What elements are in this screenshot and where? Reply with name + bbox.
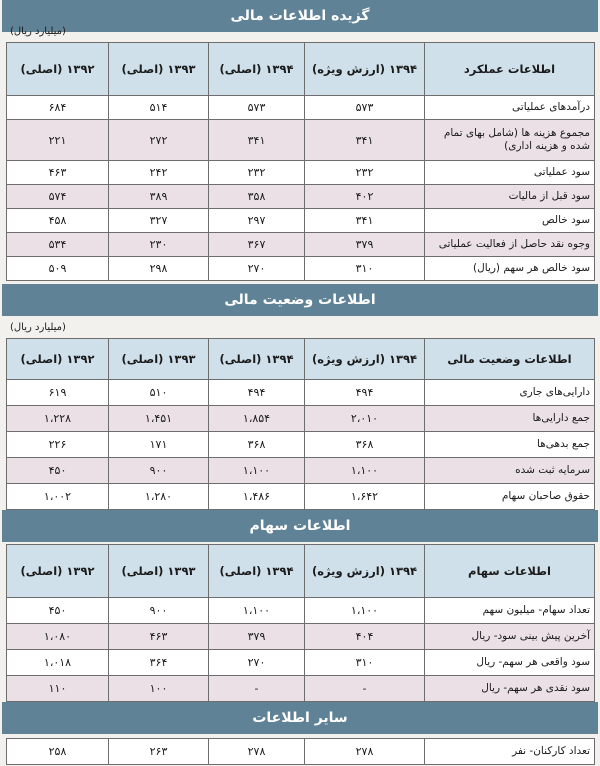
header-cell: ۱۳۹۲ (اصلی) <box>7 545 109 598</box>
header-cell: ۱۳۹۴ (ارزش ویژه) <box>305 339 425 380</box>
unit-label-performance: (میلیارد ریال) <box>10 26 66 37</box>
value-cell: ۹۰۰ <box>109 598 209 624</box>
value-cell: ۳۱۰ <box>305 257 425 281</box>
header-cell: اطلاعات عملکرد <box>425 43 595 96</box>
table-row <box>7 120 595 161</box>
value-cell: ۵۰۹ <box>7 257 109 281</box>
table-row <box>7 406 595 432</box>
value-cell: ۲۲۱ <box>7 120 109 161</box>
row-label: تعداد کارکنان- نفر <box>425 739 595 765</box>
value-cell: ۵۳۴ <box>7 233 109 257</box>
header-cell: اطلاعات سهام <box>425 545 595 598</box>
value-cell: ۹۰۰ <box>109 458 209 484</box>
row-label: حقوق صاحبان سهام <box>425 484 595 510</box>
header-cell: اطلاعات وضعیت مالی <box>425 339 595 380</box>
value-cell: ۲۳۰ <box>109 233 209 257</box>
table-row <box>7 380 595 406</box>
value-cell: ۲،۰۱۰ <box>305 406 425 432</box>
row-label: مجموع هزینه ها (شامل بهای تمام شده و هزینه اداری) <box>425 120 595 161</box>
value-cell: ۱،۸۵۴ <box>209 406 305 432</box>
value-cell: ۱۱۰ <box>7 676 109 702</box>
header-cell: ۱۳۹۳ (اصلی) <box>109 339 209 380</box>
value-cell: ۳۶۴ <box>109 650 209 676</box>
header-cell: ۱۳۹۲ (اصلی) <box>7 43 109 96</box>
header-cell: ۱۳۹۳ (اصلی) <box>109 545 209 598</box>
value-cell: ۳۵۸ <box>209 185 305 209</box>
value-cell: ۵۷۳ <box>305 96 425 120</box>
value-cell: ۱،۱۰۰ <box>305 598 425 624</box>
section-title-shares: اطلاعات سهام <box>2 510 598 542</box>
value-cell: ۱،۴۸۶ <box>209 484 305 510</box>
value-cell: ۲۷۰ <box>209 650 305 676</box>
header-cell: ۱۳۹۳ (اصلی) <box>109 43 209 96</box>
value-cell: ۶۸۴ <box>7 96 109 120</box>
value-cell: ۱،۱۰۰ <box>209 458 305 484</box>
row-label: سود واقعی هر سهم- ریال <box>425 650 595 676</box>
value-cell: ۵۱۰ <box>109 380 209 406</box>
value-cell: ۱۰۰ <box>109 676 209 702</box>
table-row <box>7 233 595 257</box>
value-cell: ۶۱۹ <box>7 380 109 406</box>
value-cell: ۲۷۰ <box>209 257 305 281</box>
row-label: سود عملیاتی <box>425 161 595 185</box>
value-cell: ۱،۰۰۲ <box>7 484 109 510</box>
value-cell: ۲۷۲ <box>109 120 209 161</box>
value-cell: ۱۷۱ <box>109 432 209 458</box>
performance-table <box>6 42 595 281</box>
value-cell: ۳۸۹ <box>109 185 209 209</box>
value-cell: ۱،۰۸۰ <box>7 624 109 650</box>
unit-label-position: (میلیارد ریال) <box>10 322 66 333</box>
value-cell: ۳۲۷ <box>109 209 209 233</box>
other-table <box>6 738 595 765</box>
header-cell: ۱۳۹۲ (اصلی) <box>7 339 109 380</box>
value-cell: ۱،۱۰۰ <box>305 458 425 484</box>
header-cell: ۱۳۹۴ (ارزش ویژه) <box>305 43 425 96</box>
row-label: تعداد سهام- میلیون سهم <box>425 598 595 624</box>
header-cell: ۱۳۹۴ (ارزش ویژه) <box>305 545 425 598</box>
value-cell: ۱،۱۰۰ <box>209 598 305 624</box>
value-cell: ۳۶۸ <box>305 432 425 458</box>
value-cell: ۳۴۱ <box>209 120 305 161</box>
table-row <box>7 676 595 702</box>
value-cell: ۱،۲۸۰ <box>109 484 209 510</box>
value-cell: ۲۹۸ <box>109 257 209 281</box>
value-cell: ۵۷۴ <box>7 185 109 209</box>
table-header-row <box>7 545 595 598</box>
value-cell: ۴۰۲ <box>305 185 425 209</box>
value-cell: ۴۵۰ <box>7 598 109 624</box>
value-cell: ۴۵۰ <box>7 458 109 484</box>
value-cell: ۲۳۲ <box>209 161 305 185</box>
table-row <box>7 650 595 676</box>
value-cell: ۱،۶۴۲ <box>305 484 425 510</box>
value-cell: ۴۶۳ <box>109 624 209 650</box>
table-row <box>7 96 595 120</box>
value-cell: ۱،۰۱۸ <box>7 650 109 676</box>
table-row <box>7 432 595 458</box>
value-cell: ۲۲۶ <box>7 432 109 458</box>
table-row <box>7 624 595 650</box>
value-cell: ۵۷۳ <box>209 96 305 120</box>
value-cell: ۲۹۷ <box>209 209 305 233</box>
position-table <box>6 338 595 510</box>
table-row <box>7 209 595 233</box>
row-label: سود نقدی هر سهم- ریال <box>425 676 595 702</box>
row-label: آخرین پیش بینی سود- ریال <box>425 624 595 650</box>
value-cell: - <box>209 676 305 702</box>
shares-table <box>6 544 595 702</box>
value-cell: ۳۶۸ <box>209 432 305 458</box>
table-row <box>7 161 595 185</box>
value-cell: ۳۴۱ <box>305 209 425 233</box>
section-title-performance: گزیده اطلاعات مالی <box>2 0 598 32</box>
value-cell: ۲۷۸ <box>305 739 425 765</box>
row-label: وجوه نقد حاصل از فعالیت عملیاتی <box>425 233 595 257</box>
value-cell: ۲۳۲ <box>305 161 425 185</box>
value-cell: - <box>305 676 425 702</box>
table-row <box>7 484 595 510</box>
value-cell: ۴۰۴ <box>305 624 425 650</box>
row-label: جمع دارایی‌ها <box>425 406 595 432</box>
table-header-row <box>7 43 595 96</box>
value-cell: ۵۱۴ <box>109 96 209 120</box>
section-title-other: سایر اطلاعات <box>2 702 598 734</box>
value-cell: ۲۷۸ <box>209 739 305 765</box>
value-cell: ۱،۴۵۱ <box>109 406 209 432</box>
row-label: سود خالص هر سهم (ریال) <box>425 257 595 281</box>
value-cell: ۴۶۳ <box>7 161 109 185</box>
table-header-row <box>7 339 595 380</box>
row-label: جمع بدهی‌ها <box>425 432 595 458</box>
table-row <box>7 739 595 765</box>
table-row <box>7 185 595 209</box>
value-cell: ۳۷۹ <box>209 624 305 650</box>
value-cell: ۴۹۴ <box>305 380 425 406</box>
value-cell: ۳۶۷ <box>209 233 305 257</box>
value-cell: ۴۵۸ <box>7 209 109 233</box>
row-label: دارایی‌های جاری <box>425 380 595 406</box>
value-cell: ۱،۲۲۸ <box>7 406 109 432</box>
value-cell: ۲۴۲ <box>109 161 209 185</box>
table-row <box>7 598 595 624</box>
row-label: درآمدهای عملیاتی <box>425 96 595 120</box>
table-row <box>7 458 595 484</box>
value-cell: ۳۷۹ <box>305 233 425 257</box>
header-cell: ۱۳۹۴ (اصلی) <box>209 545 305 598</box>
header-cell: ۱۳۹۴ (اصلی) <box>209 339 305 380</box>
section-title-position: اطلاعات وضعیت مالی <box>2 284 598 316</box>
value-cell: ۲۶۳ <box>109 739 209 765</box>
row-label: سود قبل از مالیات <box>425 185 595 209</box>
row-label: سرمایه ثبت شده <box>425 458 595 484</box>
value-cell: ۳۱۰ <box>305 650 425 676</box>
value-cell: ۲۵۸ <box>7 739 109 765</box>
header-cell: ۱۳۹۴ (اصلی) <box>209 43 305 96</box>
table-row <box>7 257 595 281</box>
value-cell: ۳۴۱ <box>305 120 425 161</box>
value-cell: ۴۹۴ <box>209 380 305 406</box>
row-label: سود خالص <box>425 209 595 233</box>
